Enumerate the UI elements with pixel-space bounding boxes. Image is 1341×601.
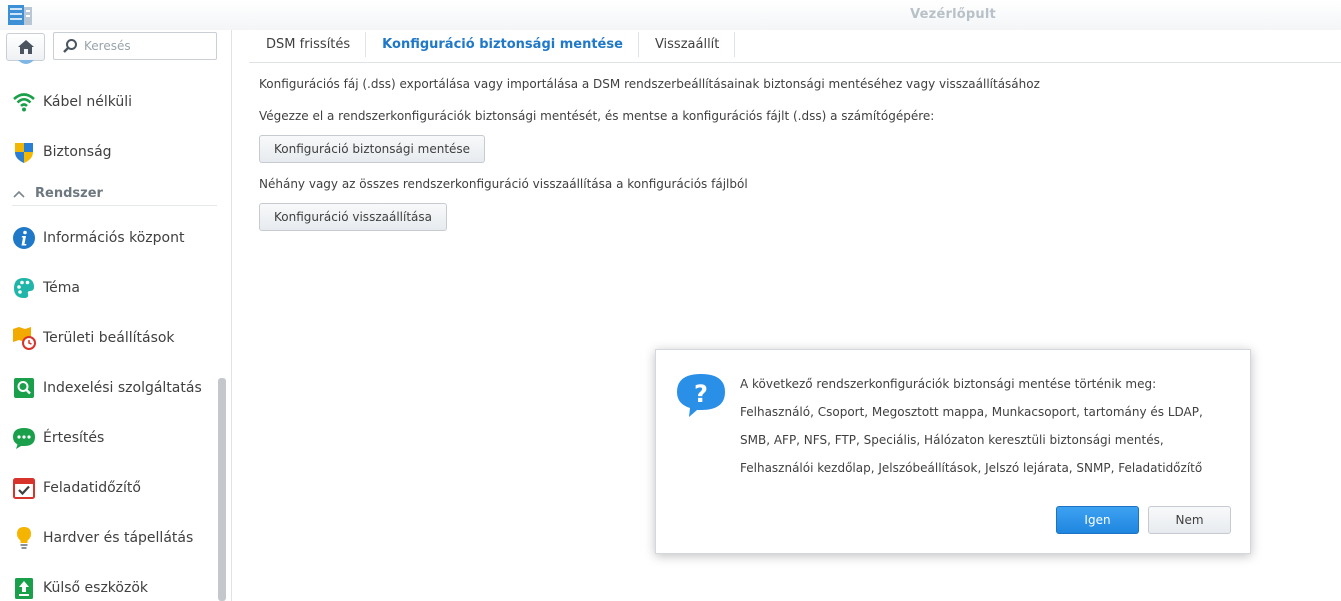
tab-divider xyxy=(734,32,735,57)
sidebar-item-label: Külső eszközök xyxy=(43,580,149,596)
sidebar-item-label: Biztonság xyxy=(43,144,112,160)
section-header-system[interactable] xyxy=(12,182,217,206)
backup-description: Végezze el a rendszerkonfigurációk biztonsági mentését, és mentse a konfigurációs fájlt (.dss) a számítógépére: xyxy=(259,109,935,123)
sidebar xyxy=(0,30,232,601)
dialog-line: Felhasználó, Csoport, Megosztott mappa, Munkacsoport, tartomány és LDAP, xyxy=(740,405,1203,419)
calendar-check-icon xyxy=(12,476,36,500)
sidebar-item-indexing[interactable] xyxy=(12,373,217,403)
home-icon xyxy=(17,39,35,55)
sidebar-item-wireless[interactable] xyxy=(12,87,217,117)
search-box[interactable] xyxy=(53,32,217,60)
sidebar-item-theme[interactable] xyxy=(12,273,217,303)
tab-label: Visszaállít xyxy=(654,37,720,52)
confirm-dialog xyxy=(655,349,1251,554)
sidebar-item-external-devices[interactable] xyxy=(12,573,217,601)
title-bar xyxy=(0,0,1341,30)
external-device-icon xyxy=(12,576,36,600)
no-button[interactable]: Nem xyxy=(1148,506,1231,534)
sidebar-item-notification[interactable] xyxy=(12,423,217,453)
info-icon xyxy=(12,226,36,250)
sidebar-item-label: Hardver és tápellátás xyxy=(43,530,194,546)
chevron-up-icon xyxy=(12,187,26,201)
svg-text:?: ? xyxy=(694,380,708,408)
dialog-line: A következő rendszerkonfigurációk biztonsági mentése történik meg: xyxy=(740,377,1157,391)
section-label: Rendszer xyxy=(35,186,103,201)
dialog-line: Felhasználói kezdőlap, Jelszóbeállítások, Jelszó lejárata, SNMP, Feladatidőzítő xyxy=(740,461,1203,475)
sidebar-item-task-scheduler[interactable] xyxy=(12,473,217,503)
sidebar-item-label: Indexelési szolgáltatás xyxy=(43,380,202,396)
sidebar-item-info-center[interactable] xyxy=(12,223,217,253)
tab-restore[interactable] xyxy=(639,30,735,59)
chat-bubble-icon xyxy=(12,426,36,450)
restore-config-button[interactable]: Konfiguráció visszaállítása xyxy=(259,203,447,231)
restore-description: Néhány vagy az összes rendszerkonfiguráció visszaállítása a konfigurációs fájlból xyxy=(259,177,748,191)
sidebar-item-label: Információs központ xyxy=(43,230,185,246)
wifi-icon xyxy=(12,90,36,114)
dialog-line: SMB, AFP, NFS, FTP, Speciális, Hálózaton keresztüli biztonsági mentés, xyxy=(740,433,1164,447)
search-input[interactable] xyxy=(84,39,214,53)
intro-text: Konfigurációs fáj (.dss) exportálása vagy importálása a DSM rendszerbeállításainak biztonsági mentéséhez vagy visszaállításához xyxy=(259,77,1040,91)
backup-config-button[interactable]: Konfiguráció biztonsági mentése xyxy=(259,135,485,163)
tab-label: DSM frissítés xyxy=(266,37,351,52)
tab-dsm-update[interactable] xyxy=(249,30,366,59)
sidebar-item-label: Területi beállítások xyxy=(43,330,175,346)
tab-underline-divider xyxy=(249,62,1341,63)
sidebar-item-label: Kábel nélküli xyxy=(43,94,133,110)
home-button[interactable] xyxy=(6,33,45,61)
tab-bar xyxy=(249,30,735,59)
palette-icon xyxy=(12,276,36,300)
sidebar-item-security[interactable] xyxy=(12,137,217,167)
regional-clock-icon xyxy=(12,326,36,350)
partial-item-icon xyxy=(16,60,36,66)
sidebar-item-regional[interactable] xyxy=(12,323,217,353)
question-icon xyxy=(675,372,727,418)
window-title: Vezérlőpult xyxy=(910,7,996,22)
index-search-icon xyxy=(12,376,36,400)
tab-config-backup[interactable] xyxy=(366,30,639,59)
shield-icon xyxy=(12,140,36,164)
sidebar-item-label: Téma xyxy=(43,280,81,296)
lightbulb-icon xyxy=(12,526,36,550)
sidebar-item-hardware-power[interactable] xyxy=(12,523,217,553)
tab-label: Konfiguráció biztonsági mentése xyxy=(382,37,623,52)
sidebar-scrollbar[interactable] xyxy=(218,378,226,601)
sidebar-item-label: Értesítés xyxy=(43,430,105,446)
search-icon xyxy=(62,38,78,54)
yes-button[interactable]: Igen xyxy=(1056,506,1139,534)
sidebar-item-label: Feladatidőzítő xyxy=(43,480,141,496)
